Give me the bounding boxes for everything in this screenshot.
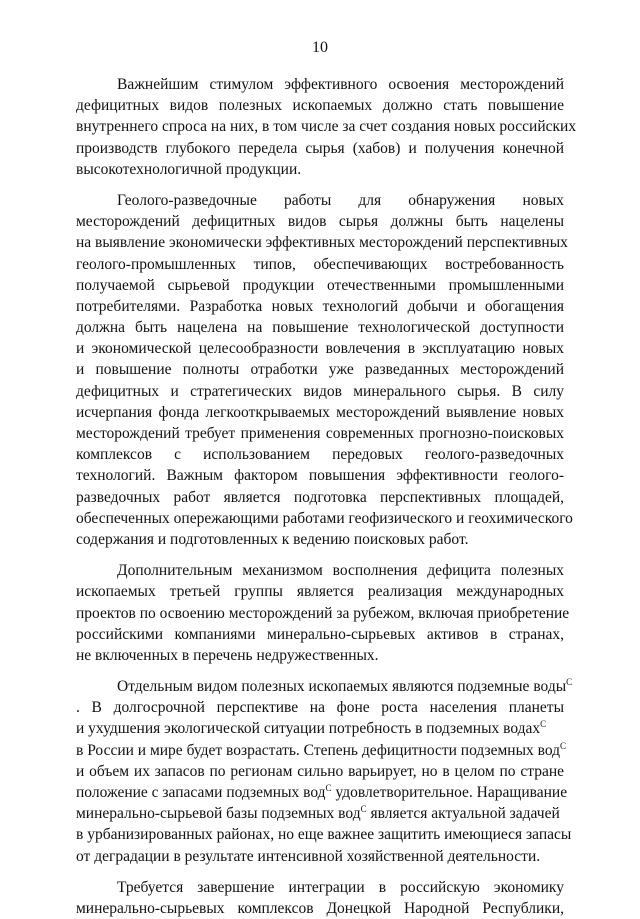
page-number: 10 (312, 39, 328, 56)
superscript-mark: С (560, 740, 567, 751)
text-line (76, 718, 564, 739)
text-span: и ухудшения экологической ситуации потребность в подземных водах (76, 720, 541, 738)
paragraph-domestic-demand (76, 74, 577, 180)
text-line: Дополнительным механизмом восполнения дефицита полезных (117, 562, 564, 580)
paragraph-foreign-projects (76, 560, 570, 666)
superscript-mark: С (540, 719, 547, 730)
text-line: дефицитных и стратегических видов минерального сырья. В силу (76, 382, 564, 400)
text-line: не включенных в перечень недружественных. (76, 646, 379, 664)
paragraph-groundwater (76, 676, 573, 867)
text-line: минерально-сырьевых комплексов Донецкой Народной Республики, (76, 899, 564, 917)
text-line: дефицитных видов полезных ископаемых должно стать повышение (76, 97, 564, 115)
text-line: должна быть нацелена на повышение технологической доступности (76, 319, 564, 337)
text-line: на выявление экономически эффективных месторождений перспективных (76, 234, 568, 252)
text-line: месторождений дефицитных видов сырья должны быть нацелены (76, 213, 564, 231)
text-line: и экономической целесообразности вовлечения в эксплуатацию новых (76, 340, 564, 358)
text-line: технологий. Важным фактором повышения эффективности геолого- (76, 467, 564, 485)
text-line: от деградации в результате интенсивной хозяйственной деятельности. (76, 847, 541, 865)
text-span: минерально-сырьевой базы подземных вод (76, 805, 361, 823)
paragraph-integration (76, 877, 564, 919)
text-line: потребителями. Разработка новых технологий добычи и обогащения (76, 297, 564, 315)
text-span: Отдельным видом полезных ископаемых являются подземные воды (117, 678, 567, 696)
text-line: в урбанизированных районах, но еще важнее защитить имеющиеся запасы (76, 826, 572, 844)
text-line: Требуется завершение интеграции в российскую экономику (117, 878, 564, 896)
text-span: удовлетворительное. Наращивание (331, 784, 568, 801)
text-line: Геолого-разведочные работы для обнаружения новых (117, 191, 564, 209)
body-text (76, 74, 577, 919)
text-line: исчерпания фонда легкооткрываемых месторождений выявление новых (76, 403, 564, 421)
text-span: является актуальной задачей (366, 805, 560, 823)
paragraph-exploration (76, 190, 573, 550)
text-line: производств глубокого передела сырья (хабов) и получения конечной (76, 139, 564, 157)
text-line: содержания и подготовленных к ведению поисковых работ. (76, 530, 469, 548)
text-line: разведочных работ является подготовка перспективных площадей, (76, 488, 564, 506)
text-line: комплексов с использованием передовых геолого-разведочных (76, 446, 564, 464)
superscript-mark: С (360, 804, 367, 815)
text-line: геолого-промышленных типов, обеспечивающих востребованность (76, 255, 564, 273)
text-line: высокотехнологичной продукции. (76, 160, 302, 178)
text-line: ископаемых третьей группы является реализация международных (76, 583, 564, 601)
text-line: Важнейшим стимулом эффективного освоения месторождений (117, 76, 564, 93)
text-line (76, 740, 567, 761)
text-line: получаемой сырьевой продукции отечественными промышленными (76, 276, 564, 294)
text-line: внутреннего спроса на них, в том числе за счет создания новых российских (76, 118, 577, 136)
text-line (76, 782, 568, 803)
text-line: и объем их запасов по регионам сильно варьирует, но в целом по стране (76, 762, 564, 780)
text-line: проектов по освоению месторождений за рубежом, включая приобретение (76, 604, 570, 622)
text-line: . В долгосрочной перспективе на фоне роста населения планеты (76, 699, 564, 717)
text-line: и повышение полноты отработки уже разведанных месторождений (76, 361, 564, 379)
text-line: месторождений требует применения современных прогнозно-поисковых (76, 425, 564, 442)
text-span: положение с запасами подземных вод (76, 784, 326, 801)
superscript-mark: С (566, 677, 573, 688)
text-line: российскими компаниями минерально-сырьевых активов в странах, (76, 625, 564, 643)
text-span: в России и мире будет возрастать. Степень дефицитности подземных вод (76, 741, 561, 759)
text-line (76, 676, 573, 697)
text-line: обеспеченных опережающими работами геофизического и геохимического (76, 509, 573, 527)
superscript-mark: С (325, 783, 332, 793)
text-line (76, 803, 564, 824)
